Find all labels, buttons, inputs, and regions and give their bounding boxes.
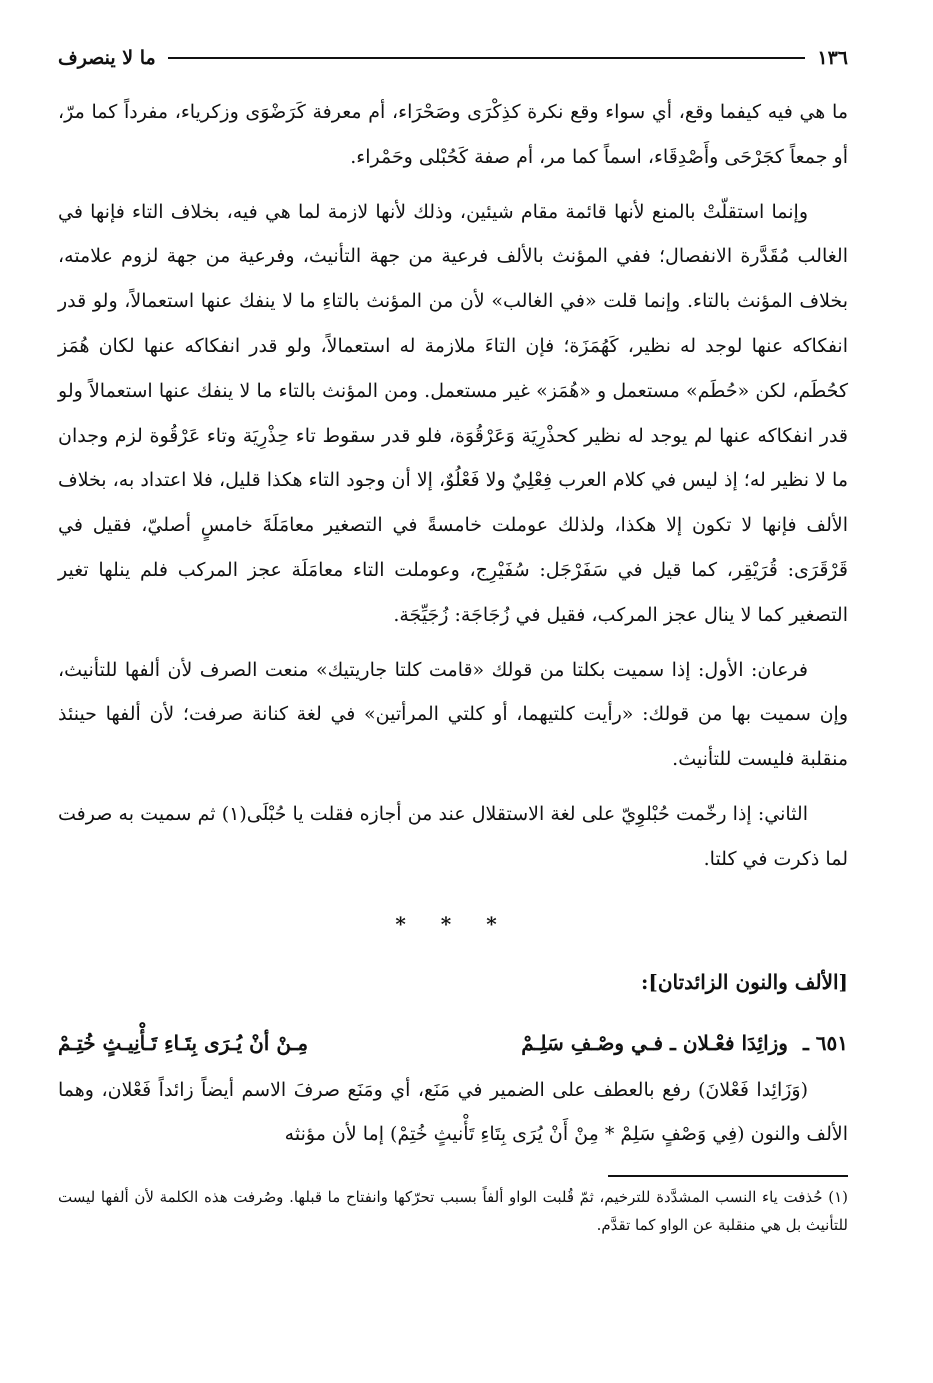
section-ornament: * * *: [395, 911, 511, 936]
paragraph: ما هي فيه كيفما وقع، أي سواء وقع نكرة كذِكْرَى وصَحْرَاء، أم معرفة كَرَضْوَى وزكرياء، مفرداً كما مرّ، أو جمعاً كجَرْحَى وأَصْدِقَاء، اسماً كما مر، أم صفة كَحُبْلى وحَمْراء.: [58, 101, 848, 168]
paragraph: فرعان: الأول: إذا سميت بكلتا من قولك «قامت كلتا جاريتيك» منعت الصرف لأن ألفها للتأنيث، وإن سميت بها من قولك: «رأيت كلتيهما، أو كلتي المرأتين» في لغة كنانة صرفت؛ لأن ألفها حينئذ منقلبة فليست للتأنيث.: [58, 658, 848, 771]
page-header: [58, 38, 848, 78]
page-number: ١٣٦: [817, 47, 848, 69]
section-heading: [الألف والنون الزائدتان]:: [640, 969, 848, 994]
main-text: [58, 90, 848, 1157]
paragraph: الثاني: إذا رخّمت حُبْلوِيّ على لغة الاستقلال عند من أجازه فقلت يا حُبْلَى(١) ثم سميت به صرفت لما ذكرت في كلتا.: [58, 802, 848, 870]
footnote-rule: [608, 1175, 848, 1177]
footnotes: [58, 1183, 848, 1239]
verse-line: [58, 1018, 848, 1068]
book-page: [58, 38, 848, 1358]
running-title: ما لا ينصرف: [58, 47, 156, 69]
verse-first-half: [521, 1018, 848, 1068]
verse-number: ٦٥١ ـ: [802, 1030, 848, 1055]
paragraph: (وَزَائِدا فَعْلانَ) رفع بالعطف على الضمير في مَنَع، أي ومَنَع صرفَ الاسم أيضاً زائداً فَعْلان، وهما الألف والنون (فِي وَصْفٍ سَلِمْ * مِنْ أَنْ يُرَى بِتَاءِ تَأْنيثٍ خُتِمْ) إما لأن مؤنثه: [58, 1078, 848, 1146]
verse-hemistich-1: وزائِدَا فعْـلان ـ فـي وصْـفِ سَلِـمْ: [521, 1030, 788, 1055]
footnote: (١) حُذفت ياء النسب المشدَّدة للترخيم، ثمّ قُلبت الواو ألفاً بسبب تحرّكها وانفتاح ما قبلها. وصُرفت هذه الكلمة لأن ألفها ليست للتأنيث بل هي منقلبة عن الواو كما تقدَّم.: [58, 1188, 848, 1235]
paragraph: وإنما استقلّتْ بالمنع لأنها قائمة مقام شيئين، وذلك لأنها لازمة لما هي فيه، بخلاف التاء فإنها في الغالب مُقَدَّرة الانفصال؛ ففي المؤنث بالألف فرعية من جهة التأنيث، وفرعية من جهة لزوم علامته، بخلاف المؤنث بالتاء. وإنما قلت «في الغالب» لأن من المؤنث بالتاءِ ما لا ينفك عنها استعمالاً، ولو قدر انفكاكه عنها لوجد له نظير، كَهُمَزَة؛ فإن التاءَ ملازمة له استعمالاً، ولو قدر انفكاكه عنها لكان هُمَز كحُطَم، لكن «حُطَم» مستعمل و «هُمَز» غير مستعمل. ومن المؤنث بالتاء ما لا ينفك عنها استعمالاً ولو قدر انفكاكه عنها لم يوجد له نظير كحذْرِيَة وَعَرْقُوَة، فلو قدر سقوط تاء حِذْرِيَة وتاء عَرْقُوة لزم وجدان ما لا نظير له؛ إذ ليس في كلام العرب فِعْلِيٌ ولا فَعْلُوٌ، إلا أن وجود التاء هكذا قليل، فلا اعتداد به، بخلاف الألف فإنها لا تكون إلا هكذا، ولذلك عوملت خامسةً في التصغير معامَلَةَ خامسٍ أصليّ، فقيل في قَرْقَرَى: قُرَيْقِر، كما قيل في سَفَرْجَل: سُفَيْرِج، وعوملت التاء معامَلَة عجز المركب فلم ينلها تغير التصغير كما لا ينال عجز المركب، فقيل في زُجَاجَة: زُجَيِّجَة.: [58, 200, 848, 626]
header-rule: [168, 57, 806, 59]
verse-hemistich-2: مِـنْ أنْ يُـرَى بِتَـاءِ تَـأْنِيـثٍ خُتِـمْ: [58, 1030, 309, 1055]
